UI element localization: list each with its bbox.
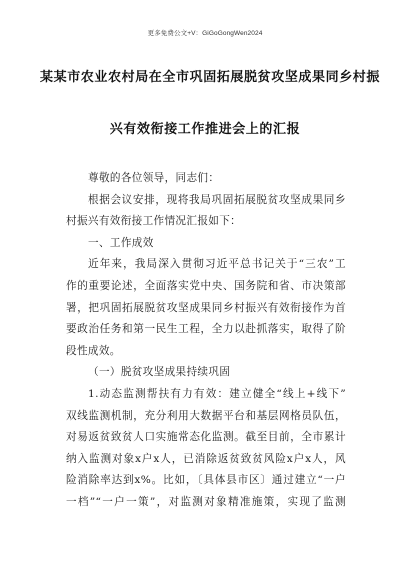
body-line: 双线监测机制，充分利用大数据平台和基层网格员队伍， bbox=[66, 409, 346, 422]
document-body bbox=[66, 168, 346, 514]
header-note: 更多免费公文+V：GiGoGongWen2024 bbox=[147, 30, 263, 37]
body-line: 纳入监测对象x户x人，已消除返贫致贫风险x户x人，风 bbox=[66, 452, 346, 465]
body-line: 对易返贫致贫人口实施常态化监测。截至目前，全市累计 bbox=[66, 431, 346, 444]
body-line: 一档”“一户一策”，对监测对象精准施策，实现了监测 bbox=[66, 495, 346, 508]
body-line: 险消除率达到x%。比如，〔具体县市区〕通过建立“一户 bbox=[66, 474, 346, 487]
salutation: 尊敬的各位领导，同志们： bbox=[88, 172, 220, 184]
body-line: 村振兴有效衔接工作情况汇报如下： bbox=[66, 215, 242, 228]
subsection-heading: （一）脱贫攻坚成果持续巩固 bbox=[88, 366, 231, 379]
body-line: 根据会议安排，现将我局巩固拓展脱贫攻坚成果同乡 bbox=[88, 193, 346, 206]
body-line: 要政治任务和第一民生工程，全力以赴抓落实，取得了阶 bbox=[66, 323, 346, 336]
body-line: 段性成效。 bbox=[66, 344, 121, 357]
body-line: 1.动态监测帮扶有力有效：建立健全“线上+线下” bbox=[88, 387, 346, 400]
document-title-line-2: 兴有效衔接工作推进会上的汇报 bbox=[109, 122, 301, 137]
document-title-line-1: 某某市农业农村局在全市巩固拓展脱贫攻坚成果同乡村振 bbox=[40, 70, 381, 85]
section-heading: 一、工作成效 bbox=[88, 236, 154, 249]
body-line: 近年来，我局深入贯彻习近平总书记关于“三农”工 bbox=[88, 258, 346, 271]
body-line: 作的重要论述，全面落实党中央、国务院和省、市决策部 bbox=[66, 279, 346, 292]
body-line: 署，把巩固拓展脱贫攻坚成果同乡村振兴有效衔接作为首 bbox=[66, 301, 346, 314]
